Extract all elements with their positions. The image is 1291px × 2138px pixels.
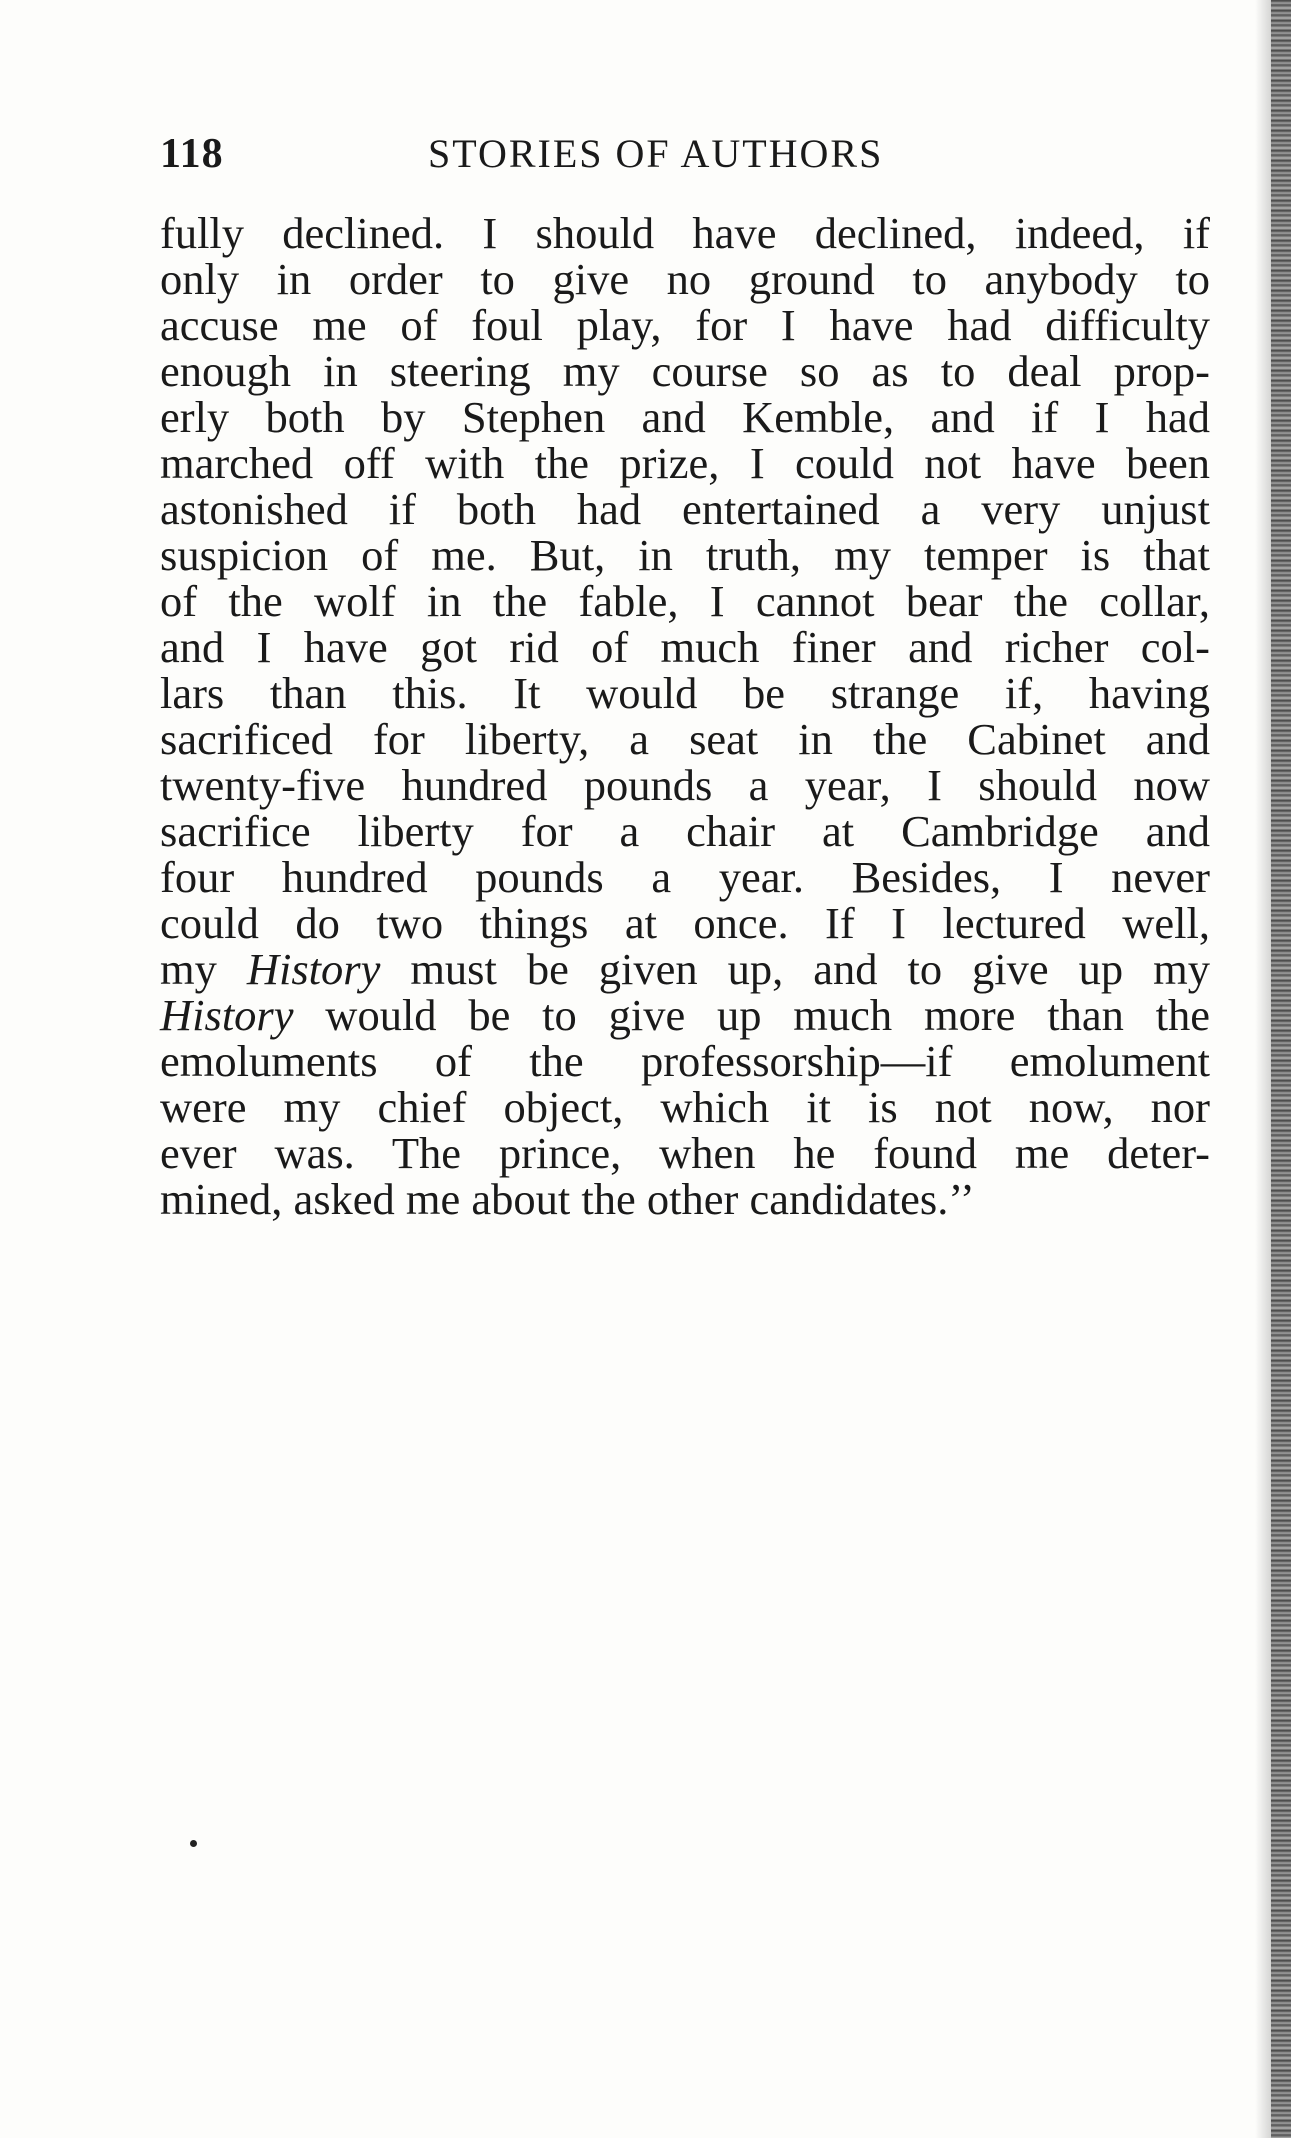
text-line bbox=[160, 762, 1210, 808]
text-segment: enough in steering my course so as to deal prop- bbox=[160, 346, 1210, 396]
body-text bbox=[160, 210, 1210, 1222]
text-line bbox=[160, 210, 1210, 256]
text-segment: ever was. The prince, when he found me deter- bbox=[160, 1128, 1210, 1178]
text-segment: lars than this. It would be strange if, having bbox=[160, 668, 1210, 718]
text-segment: suspicion of me. But, in truth, my temper is that bbox=[160, 530, 1210, 580]
text-segment: of the wolf in the fable, I cannot bear the collar, bbox=[160, 576, 1210, 626]
text-line bbox=[160, 624, 1210, 670]
running-title: STORIES OF AUTHORS bbox=[428, 131, 884, 176]
text-segment: and I have got rid of much finer and richer col- bbox=[160, 622, 1210, 672]
text-segment: four hundred pounds a year. Besides, I never bbox=[160, 852, 1210, 902]
text-segment: only in order to give no ground to anybody to bbox=[160, 254, 1210, 304]
text-line bbox=[160, 1130, 1210, 1176]
text-line bbox=[160, 440, 1210, 486]
page-edge-shadow bbox=[1255, 0, 1271, 2138]
text-segment: twenty-five hundred pounds a year, I should now bbox=[160, 760, 1210, 810]
text-segment: mined, asked me about the other candidates.’’ bbox=[160, 1174, 975, 1224]
text-segment: marched off with the prize, I could not have been bbox=[160, 438, 1210, 488]
text-line bbox=[160, 900, 1210, 946]
text-line bbox=[160, 946, 1210, 992]
text-segment: were my chief object, which it is not now, nor bbox=[160, 1082, 1210, 1132]
italic-title: History bbox=[246, 944, 381, 994]
text-line bbox=[160, 578, 1210, 624]
text-segment: my bbox=[160, 944, 247, 994]
ink-speck bbox=[190, 1840, 197, 1847]
text-line bbox=[160, 486, 1210, 532]
text-line bbox=[160, 1038, 1210, 1084]
text-line bbox=[160, 348, 1210, 394]
text-segment: could do two things at once. If I lectured well, bbox=[160, 898, 1210, 948]
page-edge bbox=[1271, 0, 1291, 2138]
text-line bbox=[160, 992, 1210, 1038]
text-line bbox=[160, 302, 1210, 348]
text-line bbox=[160, 716, 1210, 762]
running-header bbox=[160, 130, 1210, 190]
text-segment: sacrifice liberty for a chair at Cambridge and bbox=[160, 806, 1210, 856]
italic-title: History bbox=[160, 990, 294, 1040]
text-segment: accuse me of foul play, for I have had difficulty bbox=[160, 300, 1210, 350]
text-line bbox=[160, 1084, 1210, 1130]
text-segment: sacrificed for liberty, a seat in the Cabinet and bbox=[160, 714, 1210, 764]
text-line bbox=[160, 1176, 1210, 1222]
text-segment: fully declined. I should have declined, indeed, if bbox=[160, 208, 1210, 258]
text-line bbox=[160, 532, 1210, 578]
text-segment: must be given up, and to give up my bbox=[380, 944, 1210, 994]
text-line bbox=[160, 256, 1210, 302]
text-line bbox=[160, 854, 1210, 900]
text-segment: erly both by Stephen and Kemble, and if I had bbox=[160, 392, 1210, 442]
text-line bbox=[160, 394, 1210, 440]
text-line bbox=[160, 670, 1210, 716]
text-segment: emoluments of the professorship—if emolument bbox=[160, 1036, 1210, 1086]
text-line bbox=[160, 808, 1210, 854]
text-segment: astonished if both had entertained a very unjust bbox=[160, 484, 1210, 534]
text-segment: would be to give up much more than the bbox=[293, 990, 1210, 1040]
page-number: 118 bbox=[160, 131, 224, 177]
